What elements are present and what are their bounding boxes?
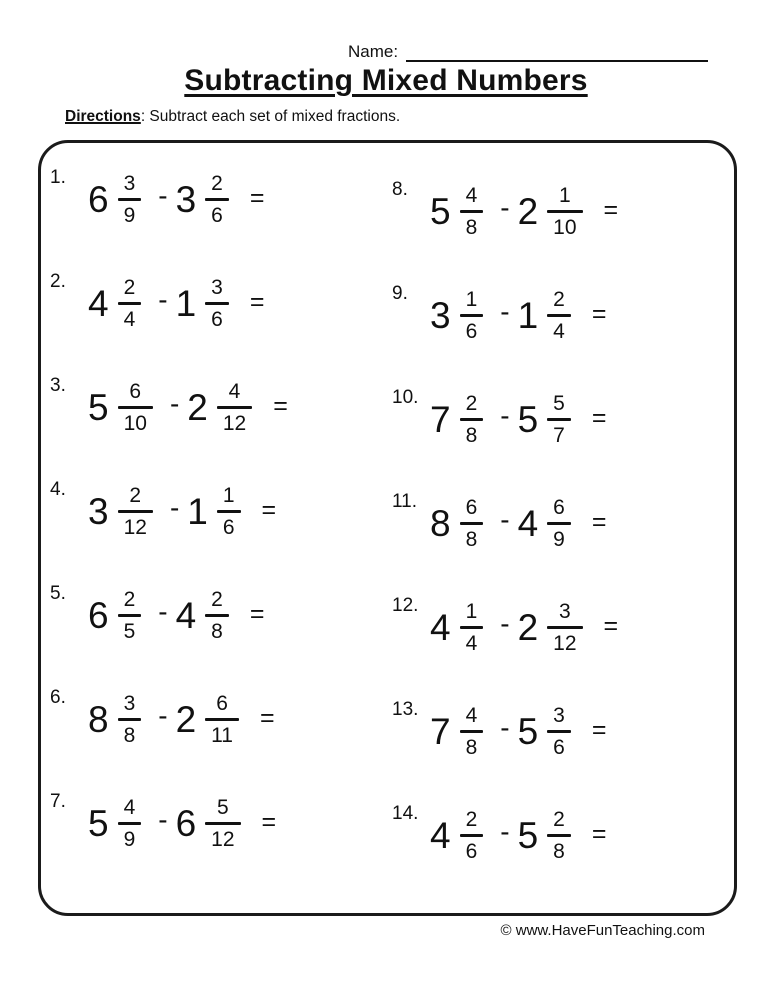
minus-sign: - [158, 804, 168, 835]
minuend-denominator: 9 [123, 827, 136, 851]
minuend-whole: 5 [88, 386, 109, 428]
subtrahend-whole: 1 [187, 490, 208, 532]
name-label: Name: [348, 42, 399, 61]
subtrahend-denominator: 9 [553, 527, 565, 551]
subtrahend-denominator: 4 [553, 319, 565, 343]
name-entry-line [406, 43, 708, 62]
subtrahend-denominator: 10 [553, 215, 577, 239]
problem-expression [430, 185, 618, 238]
directions-text: : Subtract each set of mixed fractions. [140, 108, 401, 125]
minuend-fraction [118, 589, 142, 642]
minuend-whole: 8 [88, 698, 109, 740]
minuend-fraction [118, 381, 153, 434]
subtrahend-fraction [547, 497, 571, 550]
minuend-fraction [460, 393, 484, 446]
subtrahend-denominator: 8 [211, 619, 223, 643]
problem-row [50, 459, 392, 563]
minuend-numerator: 1 [465, 287, 478, 311]
subtrahend-denominator: 6 [211, 203, 223, 227]
minuend-denominator: 4 [123, 307, 136, 331]
problem-expression [88, 381, 288, 434]
subtrahend-numerator: 2 [553, 287, 565, 311]
minuend-whole: 8 [430, 502, 451, 544]
problem-number: 12. [392, 595, 419, 616]
equals-sign: = [261, 495, 277, 524]
minuend-denominator: 5 [123, 619, 136, 643]
subtrahend-denominator: 6 [553, 735, 565, 759]
minus-sign: - [500, 400, 510, 431]
problem-number: 9. [392, 283, 408, 304]
minuend-denominator: 10 [123, 411, 147, 435]
problem-number: 13. [392, 699, 419, 720]
subtrahend-fraction [217, 381, 252, 434]
minuend-fraction [118, 797, 142, 850]
subtrahend-numerator: 6 [216, 691, 228, 715]
minus-sign: - [158, 700, 168, 731]
problem-expression [88, 173, 264, 226]
subtrahend-numerator: 5 [553, 391, 565, 415]
minuend-whole: 4 [430, 814, 451, 856]
problem-number: 1. [50, 167, 66, 188]
subtrahend-numerator: 2 [211, 587, 223, 611]
subtrahend-denominator: 12 [222, 411, 247, 435]
problem-expression [88, 589, 264, 642]
minus-sign: - [500, 608, 510, 639]
problem-row [392, 159, 734, 263]
minuend-fraction [118, 693, 142, 746]
subtrahend-whole: 5 [517, 814, 539, 856]
minus-sign: - [158, 180, 168, 211]
minuend-fraction [118, 277, 142, 330]
minuend-fraction [460, 705, 484, 758]
subtrahend-whole: 2 [187, 386, 208, 428]
problem-number: 2. [50, 271, 66, 292]
problem-row [50, 147, 392, 251]
problem-expression [88, 693, 275, 746]
problem-expression [430, 601, 618, 654]
minuend-whole: 4 [88, 282, 109, 324]
subtrahend-whole: 1 [517, 294, 539, 336]
minuend-whole: 7 [430, 710, 451, 752]
minuend-numerator: 1 [465, 599, 478, 623]
minuend-fraction [118, 173, 142, 226]
subtrahend-denominator: 8 [553, 839, 565, 863]
subtrahend-numerator: 1 [559, 183, 571, 207]
minuend-numerator: 3 [123, 171, 136, 195]
minuend-whole: 5 [430, 190, 451, 232]
minus-sign: - [500, 816, 510, 847]
problem-row [392, 263, 734, 367]
minuend-denominator: 8 [465, 215, 478, 239]
problem-number: 11. [392, 491, 418, 512]
minuend-numerator: 2 [465, 391, 478, 415]
subtrahend-denominator: 6 [222, 515, 235, 539]
minuend-denominator: 4 [465, 631, 478, 655]
subtrahend-whole: 6 [175, 802, 197, 844]
subtrahend-denominator: 12 [553, 631, 577, 655]
problem-number: 7. [50, 791, 66, 812]
subtrahend-denominator: 11 [211, 723, 233, 747]
minuend-numerator: 2 [123, 275, 136, 299]
subtrahend-whole: 5 [517, 710, 539, 752]
subtrahend-fraction [547, 289, 571, 342]
subtrahend-whole: 2 [517, 606, 539, 648]
problem-expression [88, 485, 276, 538]
equals-sign: = [603, 195, 619, 224]
subtrahend-fraction [205, 797, 240, 850]
directions-label: Directions [65, 108, 141, 125]
minuend-denominator: 6 [465, 319, 478, 343]
problem-row [392, 367, 734, 471]
problem-row [392, 783, 734, 887]
problems-column-right [392, 147, 734, 913]
subtrahend-whole: 4 [175, 594, 197, 636]
minuend-numerator: 4 [465, 703, 478, 727]
subtrahend-whole: 2 [517, 190, 539, 232]
minuend-whole: 5 [88, 802, 109, 844]
minuend-whole: 6 [88, 178, 109, 220]
minuend-fraction [460, 185, 484, 238]
minus-sign: - [169, 388, 180, 419]
problem-expression [430, 289, 606, 342]
minuend-denominator: 12 [123, 515, 147, 539]
subtrahend-whole: 3 [175, 178, 197, 220]
problem-row [50, 251, 392, 355]
minus-sign: - [500, 504, 510, 535]
problem-number: 3. [50, 375, 66, 396]
subtrahend-fraction [205, 693, 239, 746]
subtrahend-whole: 4 [517, 502, 539, 544]
subtrahend-fraction [547, 393, 571, 446]
equals-sign: = [259, 703, 275, 732]
minuend-whole: 4 [430, 606, 451, 648]
subtrahend-fraction [205, 277, 229, 330]
subtrahend-whole: 1 [175, 282, 197, 324]
subtrahend-numerator: 1 [222, 483, 235, 507]
subtrahend-numerator: 2 [211, 171, 223, 195]
problem-row [392, 471, 734, 575]
page-title: Subtracting Mixed Numbers [184, 64, 588, 97]
problem-number: 4. [50, 479, 66, 500]
minuend-numerator: 4 [123, 795, 136, 819]
equals-sign: = [249, 599, 265, 628]
minuend-numerator: 2 [129, 483, 142, 507]
subtrahend-numerator: 3 [559, 599, 571, 623]
equals-sign: = [591, 819, 607, 848]
directions [65, 108, 400, 126]
subtrahend-fraction [217, 485, 241, 538]
problem-expression [430, 809, 606, 862]
minus-sign: - [500, 192, 510, 223]
problem-expression [88, 277, 264, 330]
problem-row [392, 679, 734, 783]
subtrahend-numerator: 5 [217, 795, 229, 819]
minuend-numerator: 3 [123, 691, 136, 715]
minuend-fraction [460, 809, 484, 862]
minuend-whole: 7 [430, 398, 451, 440]
problem-row [50, 355, 392, 459]
problem-row [50, 771, 392, 875]
problem-row [50, 563, 392, 667]
subtrahend-whole: 5 [517, 398, 539, 440]
subtrahend-numerator: 3 [553, 703, 565, 727]
problem-row [392, 575, 734, 679]
equals-sign: = [591, 299, 607, 328]
subtrahend-numerator: 2 [553, 807, 565, 831]
minus-sign: - [158, 284, 168, 315]
problems-box [38, 140, 737, 916]
minuend-denominator: 9 [123, 203, 136, 227]
equals-sign: = [273, 391, 288, 420]
subtrahend-denominator: 7 [553, 423, 565, 447]
subtrahend-fraction [547, 185, 582, 238]
equals-sign: = [591, 715, 607, 744]
subtrahend-fraction [547, 809, 571, 862]
equals-sign: = [591, 403, 607, 432]
minuend-denominator: 6 [465, 839, 478, 863]
minuend-whole: 6 [88, 594, 109, 636]
minuend-numerator: 6 [129, 379, 142, 403]
minuend-denominator: 8 [123, 723, 136, 747]
minuend-numerator: 2 [465, 807, 478, 831]
name-row [348, 42, 708, 62]
problem-expression [430, 497, 606, 550]
problem-expression [88, 797, 276, 850]
minuend-numerator: 6 [465, 495, 478, 519]
subtrahend-numerator: 4 [228, 379, 241, 403]
problem-number: 14. [392, 803, 419, 824]
subtrahend-fraction [205, 173, 229, 226]
minuend-numerator: 4 [465, 183, 478, 207]
minuend-denominator: 8 [465, 735, 478, 759]
minuend-fraction [460, 601, 484, 654]
subtrahend-numerator: 3 [211, 275, 223, 299]
equals-sign: = [249, 287, 265, 316]
minus-sign: - [158, 596, 168, 627]
minuend-fraction [460, 289, 484, 342]
equals-sign: = [591, 507, 607, 536]
subtrahend-fraction [547, 705, 571, 758]
minus-sign: - [500, 712, 510, 743]
equals-sign: = [261, 807, 277, 836]
problem-number: 8. [392, 179, 408, 200]
equals-sign: = [603, 611, 619, 640]
problem-number: 6. [50, 687, 66, 708]
subtrahend-fraction [547, 601, 582, 654]
problem-number: 5. [50, 583, 66, 604]
problem-expression [430, 705, 606, 758]
minuend-fraction [118, 485, 153, 538]
copyright-footer: © www.HaveFunTeaching.com [500, 922, 705, 939]
problem-expression [430, 393, 606, 446]
minuend-numerator: 2 [123, 587, 136, 611]
subtrahend-denominator: 6 [211, 307, 223, 331]
problems-column-left [50, 147, 392, 913]
subtrahend-numerator: 6 [553, 495, 565, 519]
minuend-denominator: 8 [465, 527, 478, 551]
minus-sign: - [500, 296, 510, 327]
minuend-whole: 3 [430, 294, 451, 336]
minuend-denominator: 8 [465, 423, 478, 447]
subtrahend-fraction [205, 589, 229, 642]
problem-number: 10. [392, 387, 419, 408]
subtrahend-denominator: 12 [211, 827, 235, 851]
problem-row [50, 667, 392, 771]
equals-sign: = [249, 183, 265, 212]
subtrahend-whole: 2 [175, 698, 197, 740]
minus-sign: - [169, 492, 180, 523]
minuend-fraction [460, 497, 484, 550]
minuend-whole: 3 [88, 490, 109, 532]
